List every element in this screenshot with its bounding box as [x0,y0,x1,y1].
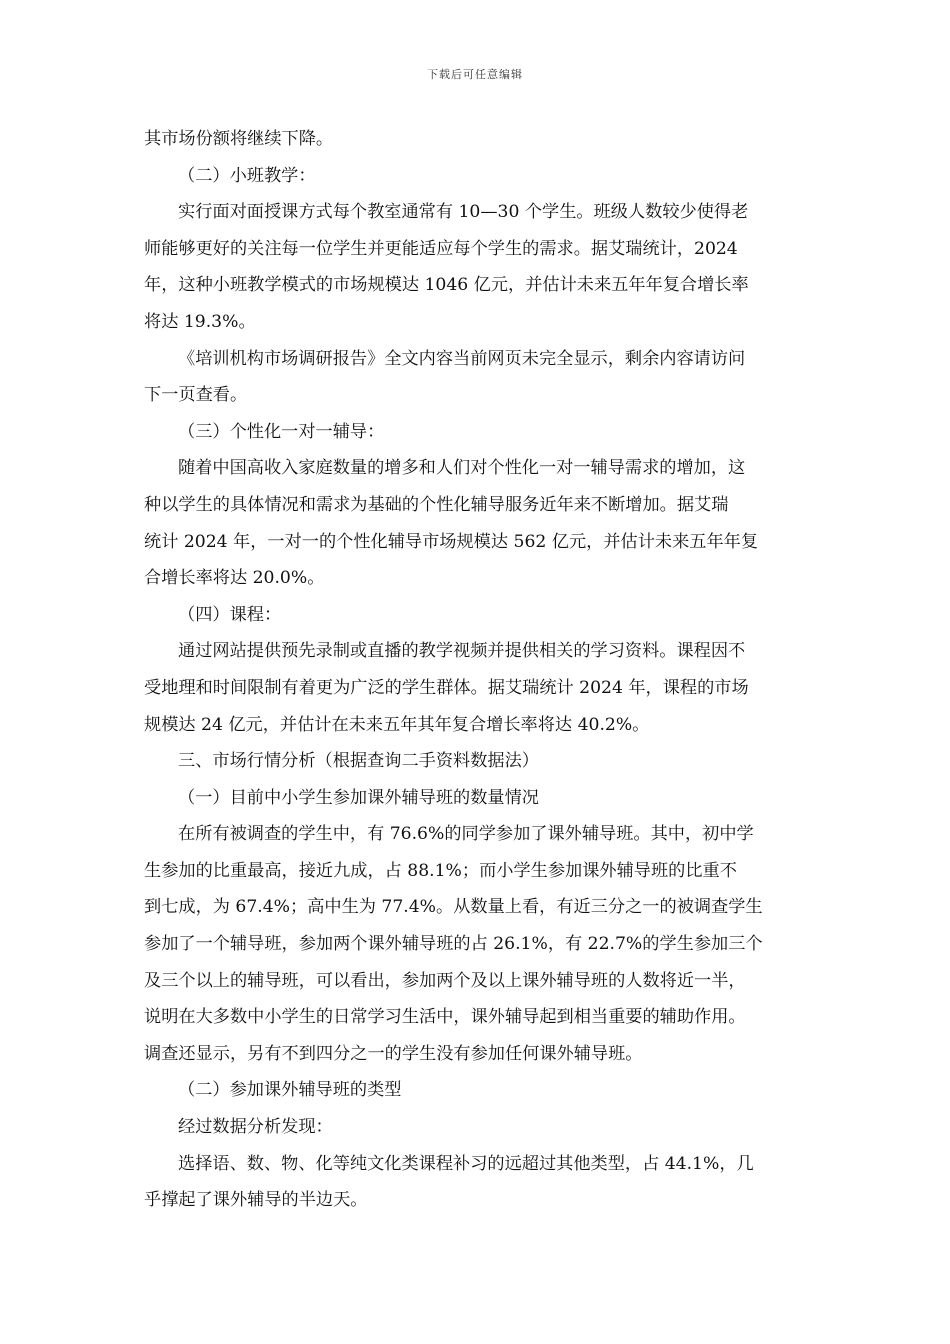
text-line: 到七成，为 67.4%；高中生为 77.4%。从数量上看，有近三分之一的被调查学生 [144,897,763,918]
text-line: 师能够更好的关注每一位学生并更能适应每个学生的需求。据艾瑞统计，2024 [144,238,738,259]
text-line: 在所有被调查的学生中，有 76.6%的同学参加了课外辅导班。其中，初中学 [178,824,754,845]
text-line: 实行面对面授课方式每个教室通常有 10—30 个学生。班级人数较少使得老 [178,202,749,223]
text-line: 种以学生的具体情况和需求为基础的个性化辅导服务近年来不断增加。据艾瑞 [144,494,729,515]
text-line: 说明在大多数中小学生的日常学习生活中，课外辅导起到相当重要的辅助作用。 [144,1007,746,1028]
text-line: 《培训机构市场调研报告》全文内容当前网页未完全显示，剩余内容请访问 [178,348,746,369]
text-line: 其市场份额将继续下降。 [144,129,334,149]
page-header: 下载后可任意编辑 [427,68,523,81]
text-line: 规模达 24 亿元，并估计在未来五年其年复合增长率将达 40.2%。 [144,714,650,735]
text-line: 三、市场行情分析（根据查询二手资料数据法） [178,751,539,772]
text-line: （二）小班教学： [178,165,316,186]
text-line: 年，这种小班教学模式的市场规模达 1046 亿元，并估计未来五年年复合增长率 [144,275,749,296]
text-line: 生参加的比重最高，接近九成，占 88.1%；而小学生参加课外辅导班的比重不 [144,860,737,881]
text-line: 受地理和时间限制有着更为广泛的学生群体。据艾瑞统计 2024 年，课程的市场 [144,677,749,698]
text-line: 选择语、数、物、化等纯文化类课程补习的远超过其他类型，占 44.1%，几 [178,1153,754,1174]
text-line: （三）个性化一对一辅导： [178,421,385,442]
text-line: 调查还显示，另有不到四分之一的学生没有参加任何课外辅导班。 [144,1043,643,1064]
text-line: 经过数据分析发现： [178,1117,333,1138]
text-line: （四）课程： [178,604,282,625]
text-line: 下一页查看。 [144,385,248,406]
text-line: 通过网站提供预先录制或直播的教学视频并提供相关的学习资料。课程因不 [178,641,746,662]
text-line: （二）参加课外辅导班的类型 [178,1080,402,1101]
text-line: 合增长率将达 20.0%。 [144,568,325,589]
document-body [144,121,824,1219]
text-line: 参加了一个辅导班，参加两个课外辅导班的占 26.1%，有 22.7%的学生参加三个 [144,934,763,955]
text-line: 及三个以上的辅导班，可以看出，参加两个及以上课外辅导班的人数将近一半， [144,970,746,991]
text-line: （一）目前中小学生参加课外辅导班的数量情况 [178,787,539,808]
text-line: 统计 2024 年，一对一的个性化辅导市场规模达 562 亿元，并估计未来五年年复 [144,531,759,552]
text-line: 乎撑起了课外辅导的半边天。 [144,1190,368,1211]
text-line: 随着中国高收入家庭数量的增多和人们对个性化一对一辅导需求的增加，这 [178,458,746,479]
text-line: 将达 19.3%。 [144,311,256,332]
